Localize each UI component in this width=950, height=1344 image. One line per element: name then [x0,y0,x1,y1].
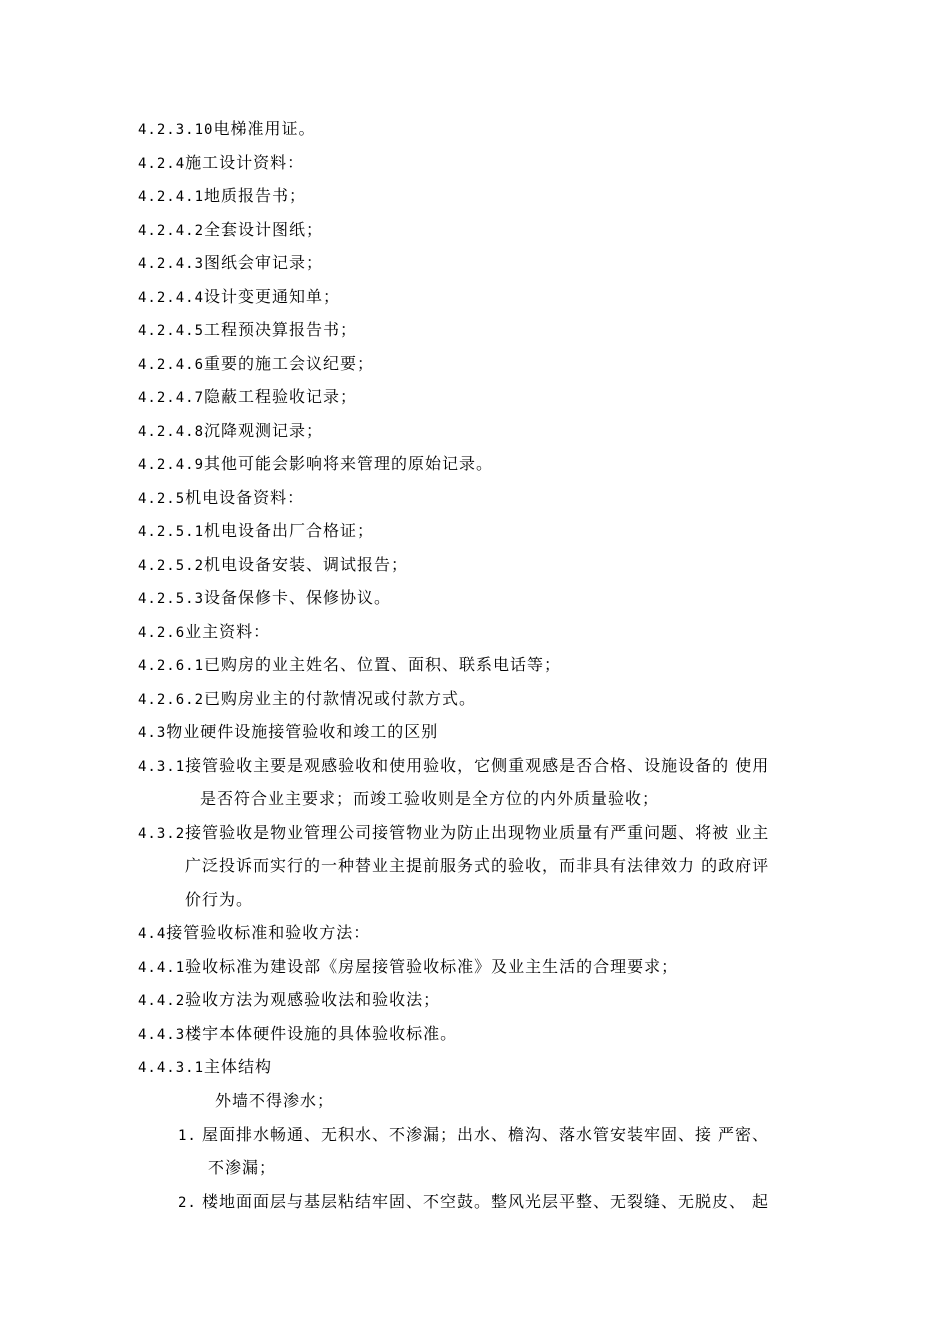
line-4-2-6 [138,621,270,644]
clause-number: 4.3 [138,725,167,741]
clause-number: 4.2.4.2 [138,223,205,239]
clause-text: 全套设计图纸； [204,220,324,239]
clause-number: 4.2.5.1 [138,524,205,540]
clause-number: 4.2.6.2 [138,692,205,708]
line-4-2-4-9 [138,453,493,476]
clause-text: 已购房业主的付款情况或付款方式。 [204,689,477,708]
clause-text: 已购房的业主姓名、位置、面积、联系电话等； [204,655,562,674]
clause-text: 主体结构 [204,1057,273,1076]
clause-number: 4.2.4.1 [138,189,205,205]
clause-text: 机电设备出厂合格证； [204,521,375,540]
clause-text: 广泛投诉而实行的一种替业主提前服务式的验收，而非具有法律效力 的政府评 [185,856,770,875]
line-4-3-1-continued [200,788,659,810]
clause-text: 设备保修卡、保修协议。 [204,588,392,607]
line-4-2-6-2 [138,688,476,711]
clause-number: 4.3.1 [138,759,186,775]
line-4-2-4-2 [138,219,323,242]
line-4-2-5-3 [138,587,391,610]
clause-text: 电梯准用证。 [213,119,316,138]
clause-text: 机电设备安装、调试报告； [204,555,409,574]
line-4-3-1 [138,755,769,778]
clause-number: 4.2.4.3 [138,256,205,272]
clause-text: 是否符合业主要求；而竣工验收则是全方位的内外质量验收； [200,789,660,808]
line-4-2-4-3 [138,252,323,275]
clause-text: 业主资料： [185,622,271,641]
clause-number: 4.2.3.10 [138,122,214,138]
line-4-2-4-5 [138,319,357,342]
line-4-4-1 [138,956,678,979]
list-item-1-continued [208,1157,276,1179]
clause-text: 地质报告书； [204,186,307,205]
list-item-1 [178,1124,769,1147]
line-4-4-2 [138,989,440,1012]
clause-text: 价行为。 [185,890,254,909]
clause-number: 4.2.4.4 [138,290,205,306]
list-item-2 [178,1191,769,1214]
clause-number: 4.2.4.5 [138,323,205,339]
line-4-4 [138,922,370,945]
line-4-2-4-7 [138,386,357,409]
clause-text: 验收标准为建设部《房屋接管验收标准》及业主生活的合理要求； [185,957,679,976]
clause-text: 重要的施工会议纪要； [204,354,375,373]
line-4-2-4-1 [138,185,306,208]
line-4-2-5-2 [138,554,408,577]
clause-text: 沉降观测记录； [204,421,324,440]
line-4-3-2 [138,822,769,845]
list-item-text: 楼地面面层与基层粘结牢固、不空鼓。整风光层平整、无裂缝、无脱皮、 起 [201,1192,770,1211]
list-marker: 2. [178,1195,197,1211]
line-4-4-3-1 [138,1056,272,1079]
clause-number: 4.4.3 [138,1027,186,1043]
line-4-2-5-1 [138,520,374,543]
clause-number: 4.4.1 [138,960,186,976]
clause-text: 隐蔽工程验收记录； [204,387,358,406]
line-4-2-6-1 [138,654,561,677]
line-4-2-4-4 [138,286,340,309]
line-4-4-3 [138,1023,457,1046]
clause-number: 4.2.4.8 [138,424,205,440]
line-4-2-4 [138,152,304,175]
line-4-2-4-6 [138,353,374,376]
clause-text: 楼宇本体硬件设施的具体验收标准。 [185,1024,458,1043]
clause-text: 设计变更通知单； [204,287,341,306]
clause-text: 物业硬件设施接管验收和竣工的区别 [166,722,439,741]
list-item-text: 屋面排水畅通、无积水、不渗漏；出水、檐沟、落水管安装牢固、接 严密、 [201,1125,770,1144]
clause-text: 机电设备资料： [185,488,305,507]
list-marker: 1. [178,1128,197,1144]
clause-number: 4.2.6 [138,625,186,641]
clause-text: 施工设计资料： [185,153,305,172]
clause-text: 工程预决算报告书； [204,320,358,339]
clause-text: 图纸会审记录； [204,253,324,272]
clause-number: 4.2.5 [138,491,186,507]
clause-text: 验收方法为观感验收法和验收法； [185,990,441,1009]
clause-number: 4.2.4.7 [138,390,205,406]
clause-number: 4.2.5.3 [138,591,205,607]
clause-text: 接管验收是物业管理公司接管物业为防止出现物业质量有严重问题、将被 业主 [185,823,770,842]
list-item-text: 不渗漏； [208,1158,277,1177]
line-4-3 [138,721,438,744]
clause-number: 4.2.6.1 [138,658,205,674]
line-4-2-5 [138,487,304,510]
clause-text: 接管验收主要是观感验收和使用验收，它侧重观感是否合格、设施设备的 使用 [185,756,770,775]
clause-text: 接管验收标准和验收方法： [166,923,371,942]
clause-number: 4.4 [138,926,167,942]
clause-number: 4.2.4.6 [138,357,205,373]
clause-number: 4.2.4.9 [138,457,205,473]
clause-number: 4.3.2 [138,826,186,842]
clause-number: 4.2.5.2 [138,558,205,574]
clause-number: 4.4.2 [138,993,186,1009]
clause-text: 外墙不得渗水； [215,1091,335,1110]
line-4-2-4-8 [138,420,323,443]
line-4-3-2-continued-b [185,889,253,911]
indented-line-wall [215,1090,334,1112]
line-4-2-3-10 [138,118,315,141]
clause-text: 其他可能会影响将来管理的原始记录。 [204,454,494,473]
clause-number: 4.4.3.1 [138,1060,205,1076]
line-4-3-2-continued-a [185,855,769,877]
clause-number: 4.2.4 [138,156,186,172]
